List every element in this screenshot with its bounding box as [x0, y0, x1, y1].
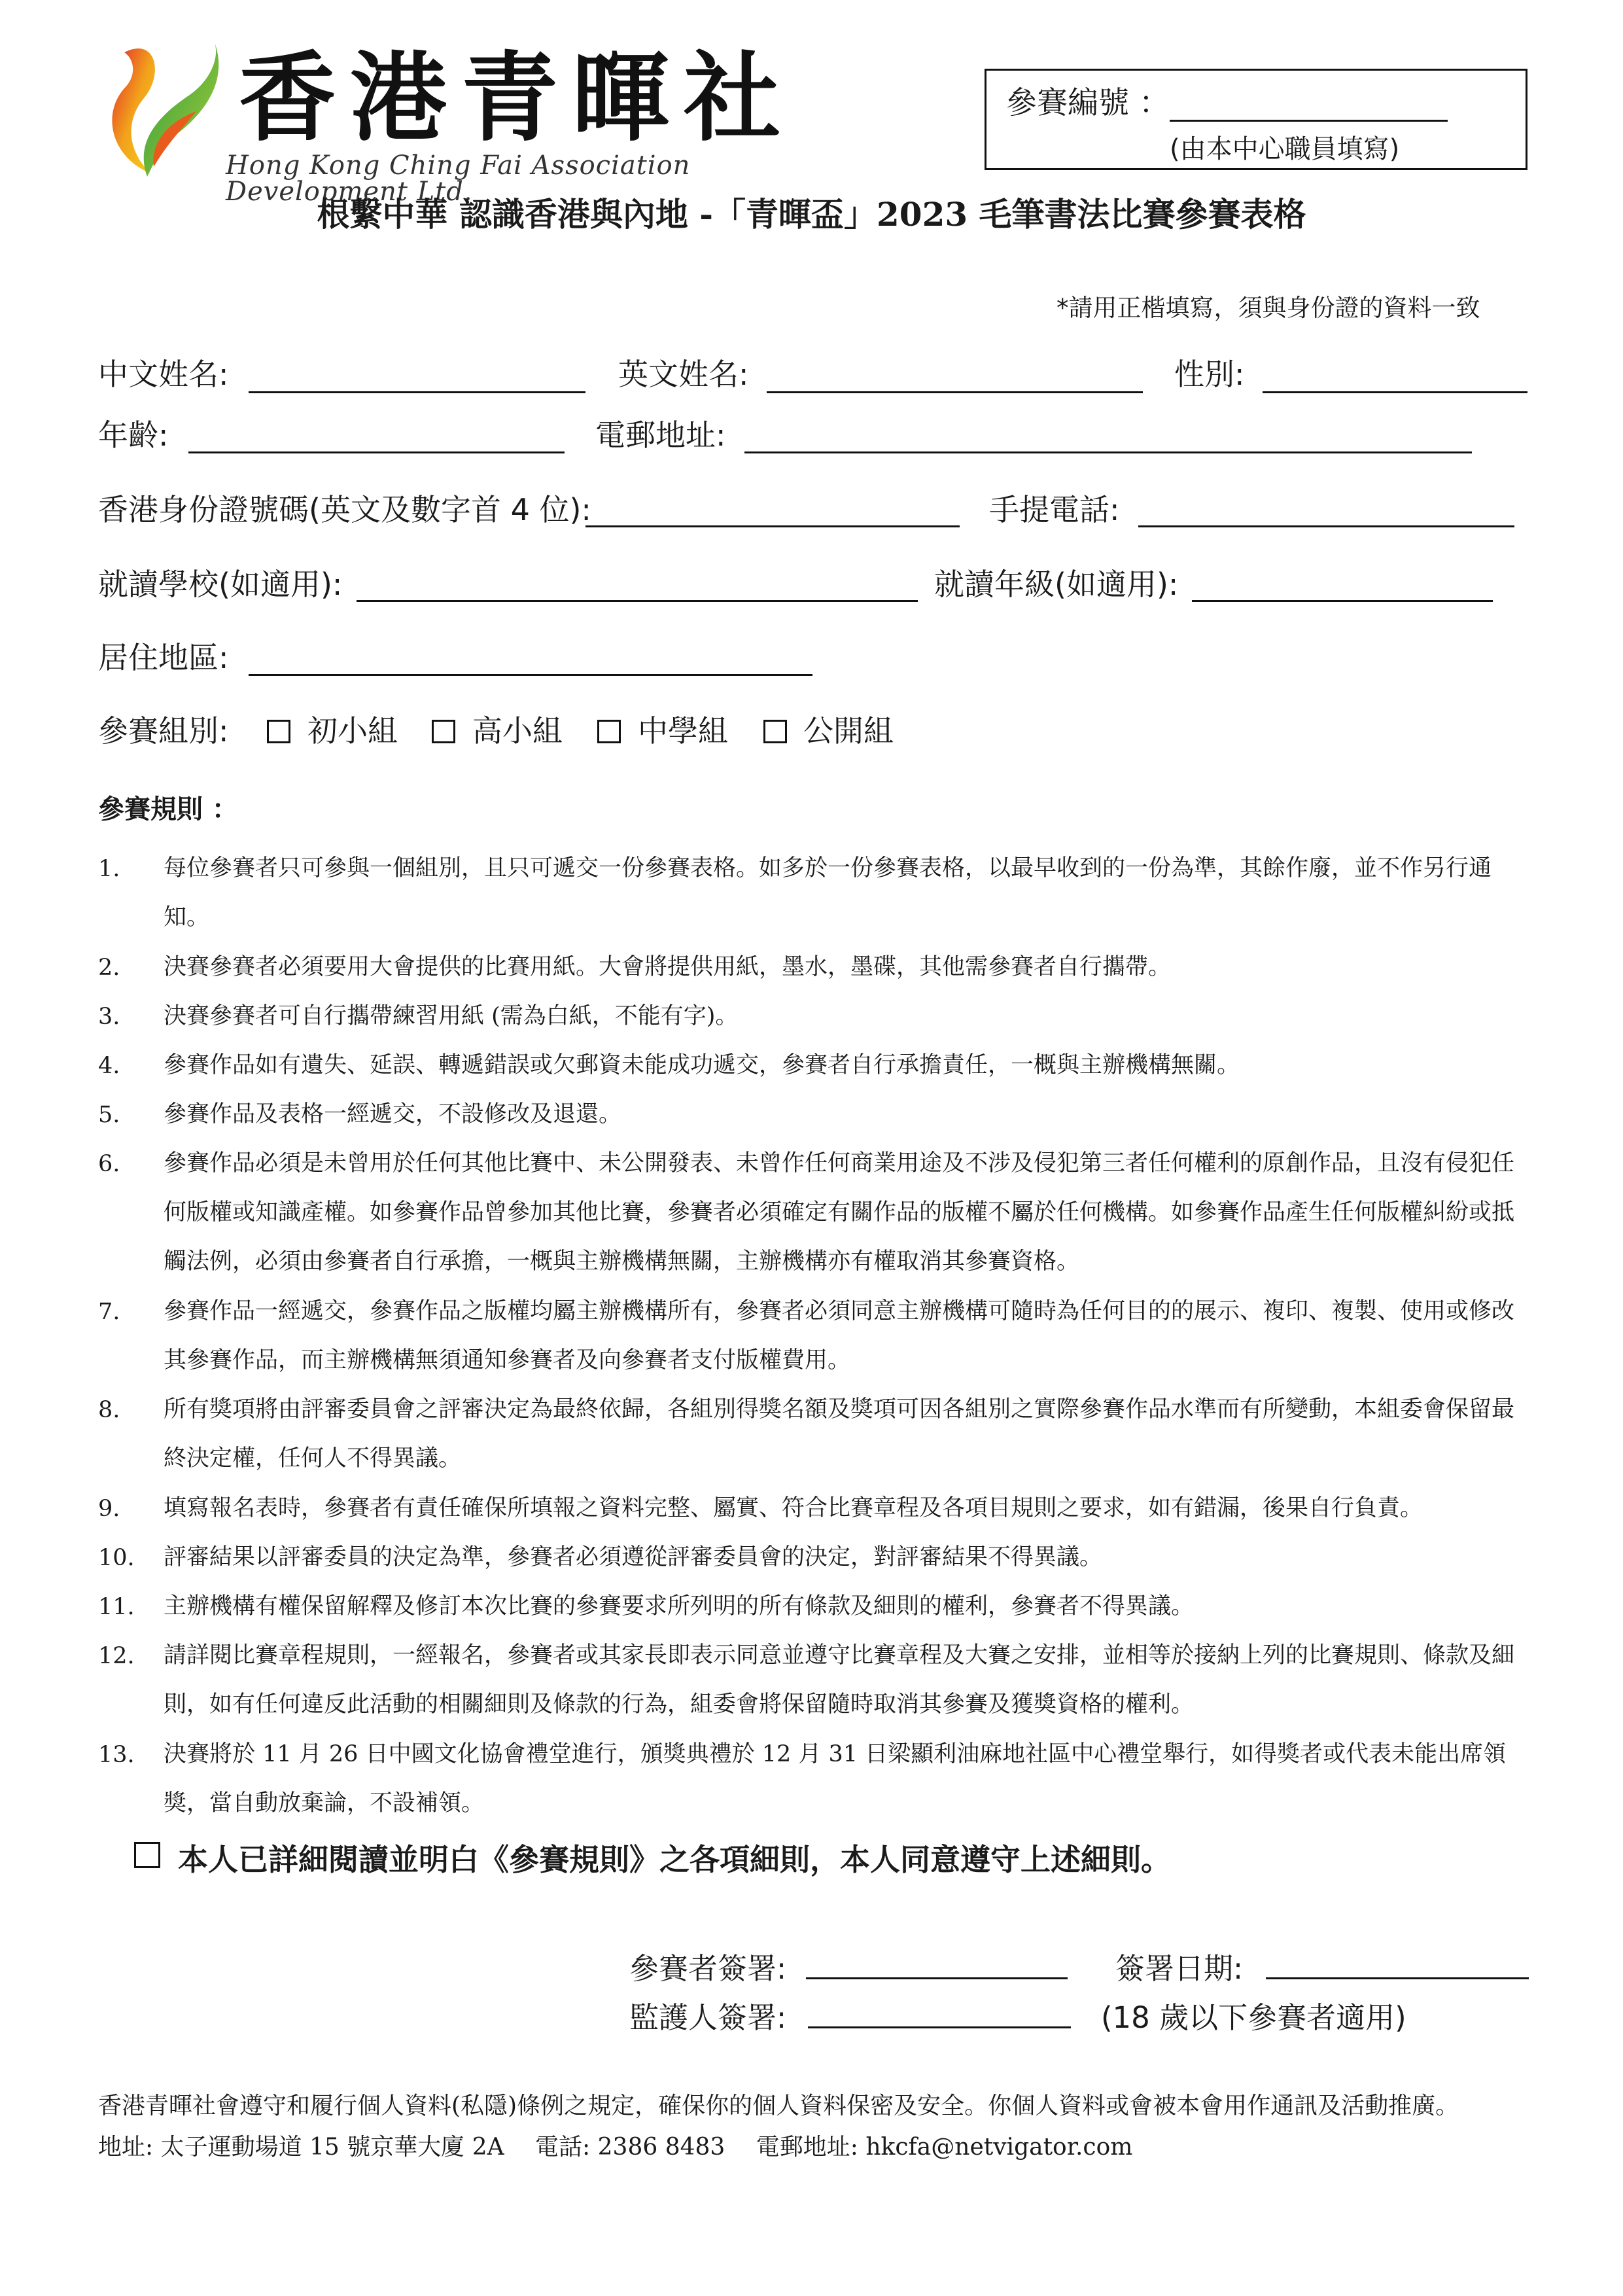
participant-signature-line[interactable]: [806, 1977, 1068, 1979]
rule-number: 7.: [98, 1299, 120, 1325]
english-name-label: 英文姓名:: [618, 357, 749, 392]
signature-date-line[interactable]: [1266, 1977, 1529, 1979]
school-line[interactable]: [357, 600, 918, 602]
age-line[interactable]: [188, 451, 565, 453]
guardian-signature-line[interactable]: [808, 2026, 1071, 2028]
rule-number: 8.: [98, 1397, 120, 1423]
group-checkbox-junior-primary[interactable]: [267, 720, 290, 743]
email-line[interactable]: [744, 451, 1472, 453]
rule-number: 5.: [98, 1102, 120, 1128]
signature-date-label: 簽署日期:: [1115, 1951, 1244, 1986]
rule-number: 4.: [98, 1053, 120, 1079]
participant-signature-label: 參賽者簽署:: [629, 1951, 787, 1986]
rule-text: 每位參賽者只可參與一個組別，且只可遞交一份參賽表格。如多於一份參賽表格，以最早收到的一份為準，其餘作廢，並不作另行通知。: [164, 855, 1492, 930]
rule-number: 6.: [98, 1151, 120, 1177]
mobile-label: 手提電話:: [989, 492, 1120, 527]
rule-text: 決賽參賽者可自行攜帶練習用紙 (需為白紙，不能有字)。: [164, 1003, 739, 1029]
district-line[interactable]: [249, 674, 812, 676]
contact-info: 地址: 太子運動場道 15 號京華大廈 2A 電話: 2386 8483 電郵地址: hkcfa@netvigator.com: [98, 2134, 1133, 2161]
rule-number: 3.: [98, 1004, 120, 1030]
group-option-secondary: 中學組: [638, 713, 728, 749]
gender-label: 性別:: [1174, 357, 1245, 392]
agreement-text: 本人已詳細閱讀並明白《參賽規則》之各項細則，本人同意遵守上述細則。: [178, 1842, 1171, 1877]
logo-chinese-text: 香港青暉社: [239, 41, 795, 154]
rule-text: 決賽參賽者必須要用大會提供的比賽用紙。大會將提供用紙，墨水，墨碟，其他需參賽者自行攜帶。: [164, 954, 1172, 980]
rule-number: 9.: [98, 1496, 120, 1522]
grade-line[interactable]: [1192, 600, 1493, 602]
rule-number: 12.: [98, 1643, 135, 1669]
entry-number-label: 參賽編號 ：: [1006, 85, 1170, 121]
grade-label: 就讀年級(如適用):: [934, 567, 1179, 602]
agreement-checkbox[interactable]: [134, 1842, 160, 1868]
school-label: 就讀學校(如適用):: [98, 567, 343, 602]
mobile-line[interactable]: [1138, 525, 1514, 527]
group-label: 參賽組別:: [98, 713, 229, 749]
district-label: 居住地區:: [98, 640, 229, 675]
organization-logo: [98, 36, 805, 207]
entry-number-line[interactable]: [1170, 120, 1448, 122]
logo-english-text: Hong Kong Ching Fai Association Development Ltd.: [226, 150, 691, 207]
fill-instruction-note: *請用正楷填寫，須與身份證的資料一致: [1056, 294, 1480, 322]
rule-number: 1.: [98, 856, 120, 882]
privacy-statement: 香港青暉社會遵守和履行個人資料(私隱)條例之規定，確保你的個人資料保密及安全。你個人資料或會被本會用作通訊及活動推廣。: [98, 2093, 1459, 2119]
group-option-senior-primary: 高小組: [472, 713, 563, 749]
gender-line[interactable]: [1263, 391, 1527, 393]
email-label: 電郵地址:: [595, 417, 726, 453]
rule-text: 主辦機構有權保留解釋及修訂本次比賽的參賽要求所列明的所有條款及細則的權利，參賽者不得異議。: [164, 1593, 1195, 1619]
rule-number: 2.: [98, 955, 120, 981]
group-option-open: 公開組: [803, 713, 894, 749]
rule-number: 11.: [98, 1594, 135, 1620]
rule-text: 參賽作品一經遞交，參賽作品之版權均屬主辦機構所有，參賽者必須同意主辦機構可隨時為任何目的的展示、複印、複製、使用或修改其參賽作品，而主辦機構無須通知參賽者及向參賽者支付版權費用。: [164, 1298, 1515, 1373]
group-checkbox-open[interactable]: [763, 720, 787, 743]
group-checkbox-secondary[interactable]: [597, 720, 621, 743]
rule-number: 13.: [98, 1742, 135, 1768]
flame-logo-icon: [98, 36, 222, 190]
hkid-label: 香港身份證號碼(英文及數字首 4 位):: [98, 492, 591, 527]
rule-text: 填寫報名表時，參賽者有責任確保所填報之資料完整、屬實、符合比賽章程及各項目規則之要求，如有錯漏，後果自行負責。: [164, 1495, 1423, 1521]
group-option-junior-primary: 初小組: [307, 713, 398, 749]
rule-text: 參賽作品如有遺失、延誤、轉遞錯誤或欠郵資未能成功遞交，參賽者自行承擔責任，一概與主辦機構無關。: [164, 1052, 1240, 1078]
guardian-note: (18 歲以下參賽者適用): [1101, 2000, 1406, 2035]
rule-text: 決賽將於 11 月 26 日中國文化協會禮堂進行，頒獎典禮於 12 月 31 日梁顯利油麻地社區中心禮堂舉行，如得獎者或代表未能出席領獎，當自動放棄論，不設補領。: [164, 1741, 1507, 1816]
rule-text: 評審結果以評審委員的決定為準，參賽者必須遵從評審委員會的決定，對評審結果不得異議。: [164, 1544, 1103, 1570]
chinese-name-line[interactable]: [249, 391, 585, 393]
age-label: 年齡:: [98, 417, 169, 453]
rules-title: 參賽規則 ：: [98, 794, 238, 824]
rule-text: 參賽作品必須是未曾用於任何其他比賽中、未公開發表、未曾作任何商業用途及不涉及侵犯第三者任何權利的原創作品，且沒有侵犯任何版權或知識產權。如參賽作品曾參加其他比賽，參賽者必須確定有關作品的版權不屬於任何機構。如參賽作品產生任何版權糾紛或抵觸法例，必須由參賽者自行承擔，一概與主辦機構無關，主辦機構亦有權取消其參賽資格。: [164, 1150, 1515, 1275]
entry-number-box: [985, 69, 1527, 170]
rule-text: 請詳閱比賽章程規則，一經報名，參賽者或其家長即表示同意並遵守比賽章程及大賽之安排，並相等於接納上列的比賽規則、條款及細則，如有任何違反此活動的相關細則及條款的行為，組委會將保留隨時取消其參賽及獲獎資格的權利。: [164, 1642, 1515, 1718]
hkid-line[interactable]: [585, 525, 960, 527]
guardian-signature-label: 監護人簽署:: [629, 2000, 787, 2035]
rule-text: 所有獎項將由評審委員會之評審決定為最終依歸，各組別得獎名額及獎項可因各組別之實際參賽作品水準而有所變動，本組委會保留最終決定權，任何人不得異議。: [164, 1396, 1515, 1472]
rule-number: 10.: [98, 1545, 135, 1571]
group-checkbox-senior-primary[interactable]: [432, 720, 455, 743]
form-title: 根繫中華 認識香港與內地 -「青暉盃」2023 毛筆書法比賽參賽表格: [317, 195, 1306, 234]
chinese-name-label: 中文姓名:: [98, 357, 229, 392]
english-name-line[interactable]: [767, 391, 1143, 393]
entry-number-note: (由本中心職員填寫): [1170, 134, 1400, 164]
rule-text: 參賽作品及表格一經遞交，不設修改及退還。: [164, 1101, 622, 1127]
